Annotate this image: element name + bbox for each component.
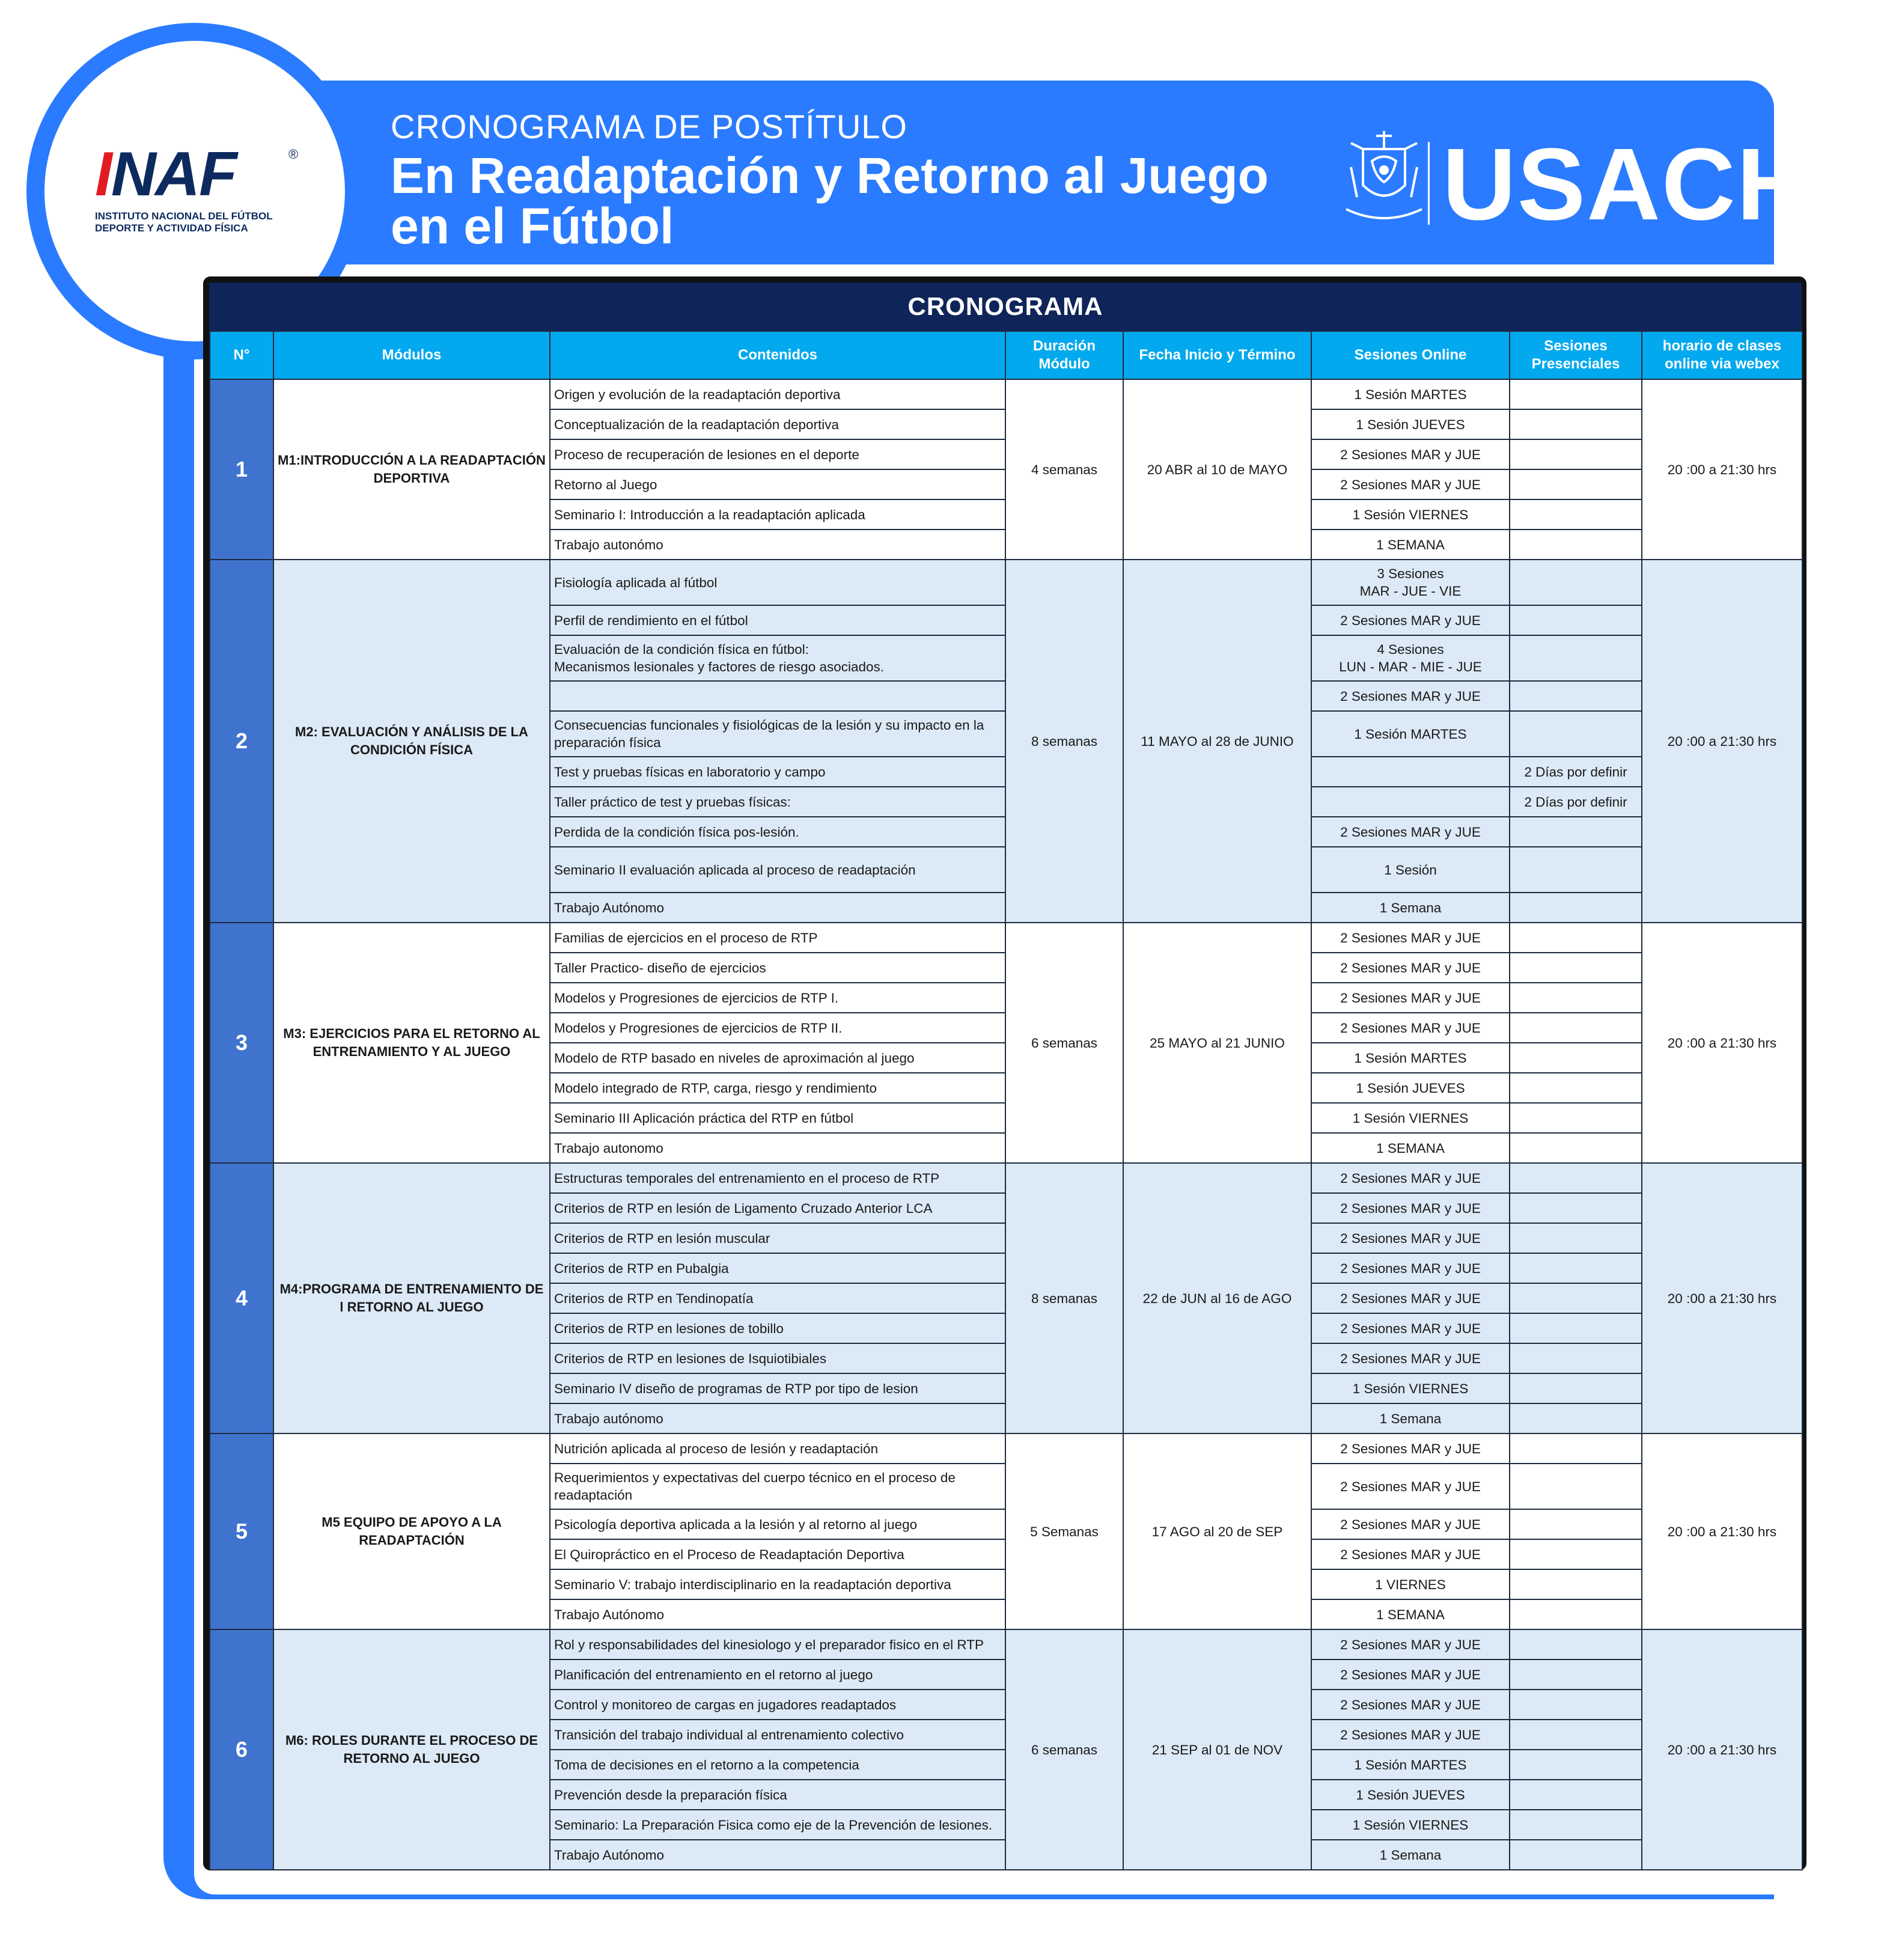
page-kicker: CRONOGRAMA DE POSTÍTULO (391, 108, 907, 145)
usach-crest-icon (1339, 125, 1429, 233)
table-row (210, 560, 1802, 605)
inaf-wordmark: INAF (95, 139, 236, 209)
col-header-modules: Módulos (273, 331, 550, 379)
content-cell: Criterios de RTP en lesiones de Isquiotibiales (550, 1343, 1005, 1373)
class-schedule-cell: 20 :00 a 21:30 hrs (1642, 1629, 1802, 1870)
module-name: M1:INTRODUCCIÓN A LA READAPTACIÓN DEPORTIVA (273, 379, 550, 560)
content-cell: Toma de decisiones en el retorno a la competencia (550, 1750, 1005, 1780)
col-header-dates: Fecha Inicio y Término (1123, 331, 1311, 379)
content-cell: Modelos y Progresiones de ejercicios de RTP II. (550, 1013, 1005, 1043)
content-cell: Requerimientos y expectativas del cuerpo técnico en el proceso de readaptación (550, 1464, 1005, 1509)
online-sessions-cell: 1 Semana (1311, 1403, 1510, 1433)
col-header-schedule: horario de clases online via webex (1642, 331, 1802, 379)
schedule-body (210, 379, 1802, 1870)
presencial-sessions-cell (1510, 560, 1642, 605)
presencial-sessions-cell (1510, 1433, 1642, 1464)
online-sessions-cell: 1 Sesión JUEVES (1311, 1073, 1510, 1103)
presencial-sessions-cell (1510, 1780, 1642, 1810)
online-sessions-cell: 1 Sesión VIERNES (1311, 1810, 1510, 1840)
online-sessions-cell: 1 Sesión MARTES (1311, 379, 1510, 409)
inaf-subtitle-line2: DEPORTE Y ACTIVIDAD FÍSICA (95, 222, 248, 234)
presencial-sessions-cell (1510, 1403, 1642, 1433)
online-sessions-cell: 2 Sesiones MAR y JUE (1311, 469, 1510, 499)
schedule-title: CRONOGRAMA (209, 282, 1802, 331)
presencial-sessions-cell (1510, 1193, 1642, 1223)
content-cell: Test y pruebas físicas en laboratorio y campo (550, 757, 1005, 787)
presencial-sessions-cell (1510, 923, 1642, 953)
content-cell: Conceptualización de la readaptación deportiva (550, 409, 1005, 439)
content-cell: Nutrición aplicada al proceso de lesión y readaptación (550, 1433, 1005, 1464)
online-sessions-cell: 2 Sesiones MAR y JUE (1311, 1283, 1510, 1313)
content-cell: Evaluación de la condición física en fútbol: Mecanismos lesionales y factores de riesgo asociados. (550, 635, 1005, 681)
content-cell: Consecuencias funcionales y fisiológicas de la lesión y su impacto en la preparación física (550, 711, 1005, 757)
online-sessions-cell: 2 Sesiones MAR y JUE (1311, 1629, 1510, 1659)
registered-mark: ® (288, 147, 299, 162)
module-number: 6 (210, 1629, 273, 1870)
presencial-sessions-cell (1510, 1464, 1642, 1509)
content-cell: Seminario I: Introducción a la readaptación aplicada (550, 499, 1005, 530)
content-cell: Modelo de RTP basado en niveles de aproximación al juego (550, 1043, 1005, 1073)
online-sessions-cell: 2 Sesiones MAR y JUE (1311, 983, 1510, 1013)
inaf-logo-mark (95, 139, 305, 234)
presencial-sessions-cell (1510, 817, 1642, 847)
module-number: 4 (210, 1163, 273, 1433)
presencial-sessions-cell (1510, 1690, 1642, 1720)
content-cell: Rol y responsabilidades del kinesiologo y el preparador fisico en el RTP (550, 1629, 1005, 1659)
content-cell: Criterios de RTP en Tendinopatía (550, 1283, 1005, 1313)
presencial-sessions-cell (1510, 1343, 1642, 1373)
class-schedule-cell: 20 :00 a 21:30 hrs (1642, 379, 1802, 560)
usach-divider (1428, 142, 1430, 225)
table-row (210, 923, 1802, 953)
online-sessions-cell: 3 Sesiones MAR - JUE - VIE (1311, 560, 1510, 605)
module-name: M4:PROGRAMA DE ENTRENAMIENTO DE l RETORNO AL JUEGO (273, 1163, 550, 1433)
presencial-sessions-cell (1510, 1840, 1642, 1870)
online-sessions-cell: 2 Sesiones MAR y JUE (1311, 1253, 1510, 1283)
presencial-sessions-cell: 2 Días por definir (1510, 757, 1642, 787)
table-row (210, 1433, 1802, 1464)
module-number: 2 (210, 560, 273, 923)
presencial-sessions-cell (1510, 1569, 1642, 1599)
online-sessions-cell: 1 Sesión MARTES (1311, 1043, 1510, 1073)
col-header-duration: Duración Módulo (1005, 331, 1123, 379)
online-sessions-cell: 2 Sesiones MAR y JUE (1311, 681, 1510, 711)
presencial-sessions-cell (1510, 1810, 1642, 1840)
online-sessions-cell: 2 Sesiones MAR y JUE (1311, 1720, 1510, 1750)
content-cell: Retorno al Juego (550, 469, 1005, 499)
content-cell: Fisiología aplicada al fútbol (550, 560, 1005, 605)
inaf-subtitle-line1: INSTITUTO NACIONAL DEL FÚTBOL (95, 210, 273, 222)
presencial-sessions-cell (1510, 469, 1642, 499)
dates-cell: 11 MAYO al 28 de JUNIO (1123, 560, 1311, 923)
online-sessions-cell: 1 Sesión JUEVES (1311, 409, 1510, 439)
content-cell: Seminario V: trabajo interdisciplinario en la readaptación deportiva (550, 1569, 1005, 1599)
online-sessions-cell: 2 Sesiones MAR y JUE (1311, 923, 1510, 953)
online-sessions-cell: 1 Sesión JUEVES (1311, 1780, 1510, 1810)
module-name: M6: ROLES DURANTE EL PROCESO DE RETORNO AL JUEGO (273, 1629, 550, 1870)
content-cell: Control y monitoreo de cargas en jugadores readaptados (550, 1690, 1005, 1720)
content-cell: Psicología deportiva aplicada a la lesión y al retorno al juego (550, 1509, 1005, 1539)
content-cell: Trabajo Autónomo (550, 893, 1005, 923)
duration-cell: 4 semanas (1005, 379, 1123, 560)
online-sessions-cell: 2 Sesiones MAR y JUE (1311, 1193, 1510, 1223)
duration-cell: 6 semanas (1005, 923, 1123, 1163)
duration-cell: 8 semanas (1005, 1163, 1123, 1433)
page-title: En Readaptación y Retorno al Juego en el Fútbol (391, 147, 1269, 254)
table-header-row (210, 331, 1802, 379)
online-sessions-cell: 1 Sesión VIERNES (1311, 1373, 1510, 1403)
presencial-sessions-cell (1510, 1133, 1642, 1163)
presencial-sessions-cell (1510, 1223, 1642, 1253)
usach-logo-text: USACH (1442, 127, 1812, 242)
dates-cell: 25 MAYO al 21 JUNIO (1123, 923, 1311, 1163)
presencial-sessions-cell (1510, 1163, 1642, 1193)
online-sessions-cell: 2 Sesiones MAR y JUE (1311, 817, 1510, 847)
online-sessions-cell: 2 Sesiones MAR y JUE (1311, 1313, 1510, 1343)
content-cell: Proceso de recuperación de lesiones en el deporte (550, 439, 1005, 469)
online-sessions-cell: 4 Sesiones LUN - MAR - MIE - JUE (1311, 635, 1510, 681)
col-header-num: N° (210, 331, 273, 379)
col-header-online: Sesiones Online (1311, 331, 1510, 379)
dates-cell: 17 AGO al 20 de SEP (1123, 1433, 1311, 1629)
table-row (210, 379, 1802, 409)
presencial-sessions-cell (1510, 1073, 1642, 1103)
module-number: 3 (210, 923, 273, 1163)
col-header-presencial: Sesiones Presenciales (1510, 331, 1642, 379)
presencial-sessions-cell (1510, 1373, 1642, 1403)
content-cell: Modelo integrado de RTP, carga, riesgo y rendimiento (550, 1073, 1005, 1103)
presencial-sessions-cell (1510, 409, 1642, 439)
content-cell: Perfil de rendimiento en el fútbol (550, 605, 1005, 635)
presencial-sessions-cell (1510, 439, 1642, 469)
online-sessions-cell: 1 Semana (1311, 1840, 1510, 1870)
presencial-sessions-cell (1510, 1539, 1642, 1569)
online-sessions-cell: 1 Sesión MARTES (1311, 1750, 1510, 1780)
schedule-table (209, 331, 1803, 1870)
online-sessions-cell: 2 Sesiones MAR y JUE (1311, 1163, 1510, 1193)
online-sessions-cell: 1 Sesión MARTES (1311, 711, 1510, 757)
presencial-sessions-cell (1510, 379, 1642, 409)
online-sessions-cell: 1 Sesión (1311, 847, 1510, 893)
presencial-sessions-cell (1510, 1103, 1642, 1133)
online-sessions-cell: 2 Sesiones MAR y JUE (1311, 1509, 1510, 1539)
content-cell: Criterios de RTP en lesión muscular (550, 1223, 1005, 1253)
content-cell: Trabajo autónomo (550, 1403, 1005, 1433)
presencial-sessions-cell (1510, 1043, 1642, 1073)
online-sessions-cell: 2 Sesiones MAR y JUE (1311, 1013, 1510, 1043)
presencial-sessions-cell (1510, 983, 1642, 1013)
online-sessions-cell: 2 Sesiones MAR y JUE (1311, 605, 1510, 635)
online-sessions-cell: 1 SEMANA (1311, 1133, 1510, 1163)
module-number: 5 (210, 1433, 273, 1629)
content-cell: Trabajo autonomo (550, 1133, 1005, 1163)
presencial-sessions-cell (1510, 1013, 1642, 1043)
content-cell: Origen y evolución de la readaptación deportiva (550, 379, 1005, 409)
online-sessions-cell: 2 Sesiones MAR y JUE (1311, 1659, 1510, 1690)
content-cell: Prevención desde la preparación física (550, 1780, 1005, 1810)
online-sessions-cell: 2 Sesiones MAR y JUE (1311, 1433, 1510, 1464)
class-schedule-cell: 20 :00 a 21:30 hrs (1642, 1163, 1802, 1433)
table-row (210, 1629, 1802, 1659)
online-sessions-cell: 1 SEMANA (1311, 1599, 1510, 1629)
presencial-sessions-cell (1510, 1509, 1642, 1539)
presencial-sessions-cell (1510, 635, 1642, 681)
content-cell: Trabajo Autónomo (550, 1840, 1005, 1870)
content-cell: Perdida de la condición física pos-lesión. (550, 817, 1005, 847)
content-cell: Criterios de RTP en lesiones de tobillo (550, 1313, 1005, 1343)
presencial-sessions-cell (1510, 681, 1642, 711)
class-schedule-cell: 20 :00 a 21:30 hrs (1642, 923, 1802, 1163)
class-schedule-cell: 20 :00 a 21:30 hrs (1642, 1433, 1802, 1629)
presencial-sessions-cell (1510, 530, 1642, 560)
online-sessions-cell: 2 Sesiones MAR y JUE (1311, 1343, 1510, 1373)
online-sessions-cell (1311, 757, 1510, 787)
content-cell: Criterios de RTP en Pubalgia (550, 1253, 1005, 1283)
duration-cell: 5 Semanas (1005, 1433, 1123, 1629)
col-header-contents: Contenidos (550, 331, 1005, 379)
presencial-sessions-cell (1510, 1720, 1642, 1750)
presencial-sessions-cell: 2 Días por definir (1510, 787, 1642, 817)
presencial-sessions-cell (1510, 711, 1642, 757)
content-cell: Criterios de RTP en lesión de Ligamento Cruzado Anterior LCA (550, 1193, 1005, 1223)
dates-cell: 22 de JUN al 16 de AGO (1123, 1163, 1311, 1433)
online-sessions-cell (1311, 787, 1510, 817)
online-sessions-cell: 2 Sesiones MAR y JUE (1311, 953, 1510, 983)
online-sessions-cell: 2 Sesiones MAR y JUE (1311, 1539, 1510, 1569)
online-sessions-cell: 1 Semana (1311, 893, 1510, 923)
online-sessions-cell: 1 Sesión VIERNES (1311, 1103, 1510, 1133)
presencial-sessions-cell (1510, 893, 1642, 923)
content-cell (550, 681, 1005, 711)
presencial-sessions-cell (1510, 499, 1642, 530)
duration-cell: 6 semanas (1005, 1629, 1123, 1870)
content-cell: Planificación del entrenamiento en el retorno al juego (550, 1659, 1005, 1690)
presencial-sessions-cell (1510, 605, 1642, 635)
content-cell: Estructuras temporales del entrenamiento en el proceso de RTP (550, 1163, 1005, 1193)
content-cell: Transición del trabajo individual al entrenamiento colectivo (550, 1720, 1005, 1750)
content-cell: Familias de ejercicios en el proceso de RTP (550, 923, 1005, 953)
dates-cell: 20 ABR al 10 de MAYO (1123, 379, 1311, 560)
class-schedule-cell: 20 :00 a 21:30 hrs (1642, 560, 1802, 923)
online-sessions-cell: 1 SEMANA (1311, 530, 1510, 560)
presencial-sessions-cell (1510, 1313, 1642, 1343)
content-cell: Seminario: La Preparación Fisica como eje de la Prevención de lesiones. (550, 1810, 1005, 1840)
content-cell: Modelos y Progresiones de ejercicios de RTP I. (550, 983, 1005, 1013)
presencial-sessions-cell (1510, 953, 1642, 983)
dates-cell: 21 SEP al 01 de NOV (1123, 1629, 1311, 1870)
module-name: M5 EQUIPO DE APOYO A LA READAPTACIÓN (273, 1433, 550, 1629)
online-sessions-cell: 2 Sesiones MAR y JUE (1311, 1223, 1510, 1253)
content-cell: Trabajo autonómo (550, 530, 1005, 560)
table-row (210, 1163, 1802, 1193)
presencial-sessions-cell (1510, 1283, 1642, 1313)
online-sessions-cell: 1 Sesión VIERNES (1311, 499, 1510, 530)
content-cell: Trabajo Autónomo (550, 1599, 1005, 1629)
online-sessions-cell: 2 Sesiones MAR y JUE (1311, 1690, 1510, 1720)
module-name: M3: EJERCICIOS PARA EL RETORNO AL ENTRENAMIENTO Y AL JUEGO (273, 923, 550, 1163)
content-cell: El Quiropráctico en el Proceso de Readaptación Deportiva (550, 1539, 1005, 1569)
content-cell: Taller práctico de test y pruebas físicas: (550, 787, 1005, 817)
presencial-sessions-cell (1510, 1253, 1642, 1283)
presencial-sessions-cell (1510, 1659, 1642, 1690)
module-number: 1 (210, 379, 273, 560)
duration-cell: 8 semanas (1005, 560, 1123, 923)
content-cell: Seminario II evaluación aplicada al proceso de readaptación (550, 847, 1005, 893)
module-name: M2: EVALUACIÓN Y ANÁLISIS DE LA CONDICIÓN FÍSICA (273, 560, 550, 923)
presencial-sessions-cell (1510, 1750, 1642, 1780)
content-cell: Seminario III Aplicación práctica del RTP en fútbol (550, 1103, 1005, 1133)
presencial-sessions-cell (1510, 1629, 1642, 1659)
online-sessions-cell: 1 VIERNES (1311, 1569, 1510, 1599)
online-sessions-cell: 2 Sesiones MAR y JUE (1311, 439, 1510, 469)
presencial-sessions-cell (1510, 1599, 1642, 1629)
content-cell: Taller Practico- diseño de ejercicios (550, 953, 1005, 983)
content-cell: Seminario IV diseño de programas de RTP por tipo de lesion (550, 1373, 1005, 1403)
online-sessions-cell: 2 Sesiones MAR y JUE (1311, 1464, 1510, 1509)
presencial-sessions-cell (1510, 847, 1642, 893)
